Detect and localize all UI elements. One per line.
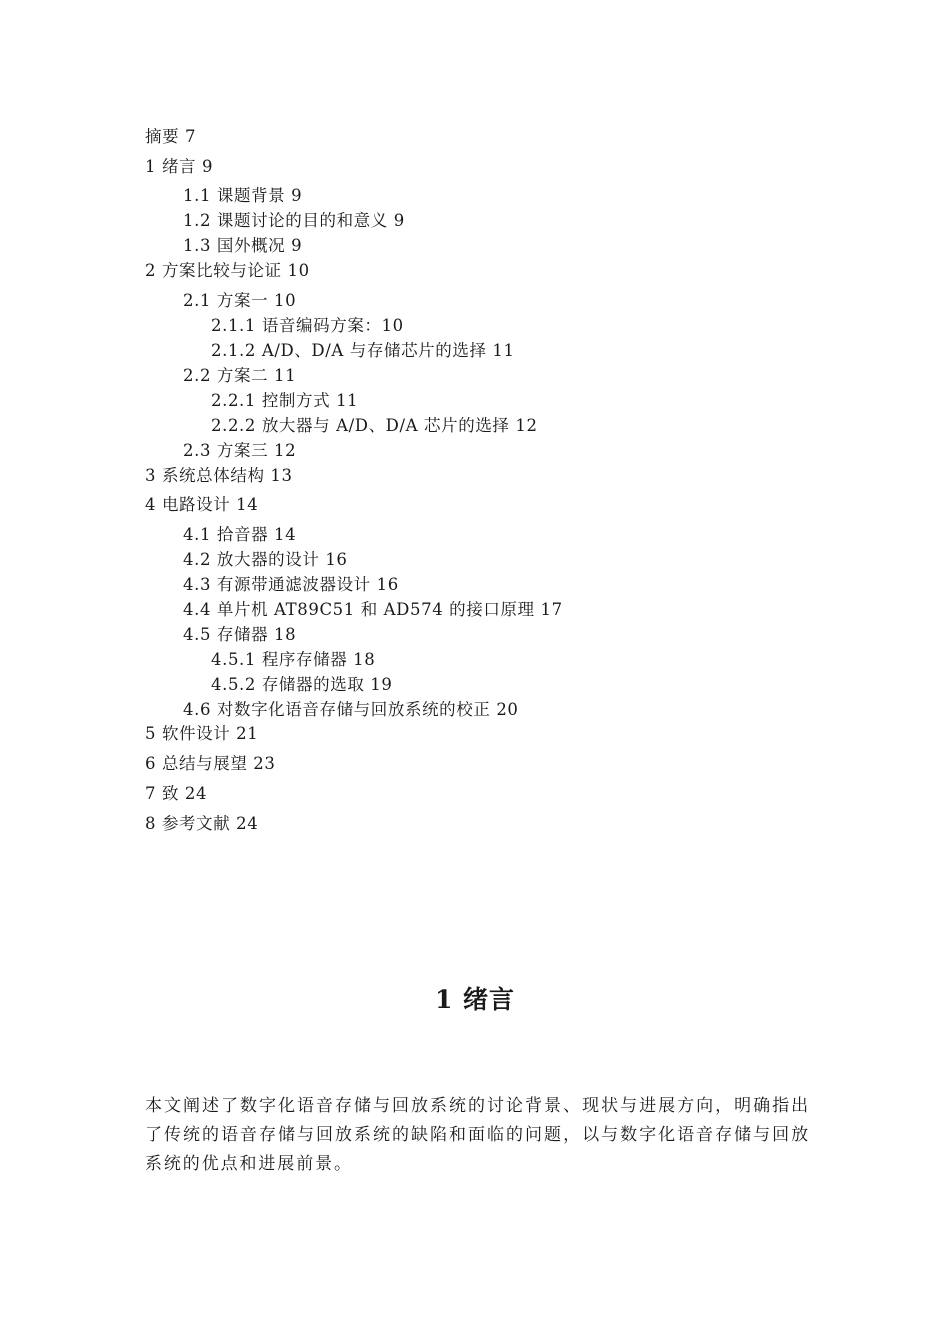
toc-entry-4-5-1: 4.5.1 程序存储器 18 (211, 650, 376, 669)
toc-entry-2-2-1: 2.2.1 控制方式 11 (211, 391, 359, 410)
toc-entry-2-1-1: 2.1.1 语音编码方案：10 (211, 316, 404, 335)
body-paragraph: 本文阐述了数字化语音存储与回放系统的讨论背景、现状与进展方向，明确指出了传统的语音存储与回放系统的缺陷和面临的问题，以与数字化语音存储与回放系统的优点和进展前景。 (145, 1096, 810, 1174)
toc-entry-4-3: 4.3 有源带通滤波器设计 16 (183, 575, 399, 594)
toc-entry-2-1-2: 2.1.2 A/D、D/A 与存储芯片的选择 11 (211, 341, 515, 360)
toc-entry-5: 5 软件设计 21 (145, 724, 259, 743)
toc-entry-2-2-2: 2.2.2 放大器与 A/D、D/A 芯片的选择 12 (211, 416, 538, 435)
toc-entry-6: 6 总结与展望 23 (145, 754, 276, 773)
toc-entry-1-2: 1.2 课题讨论的目的和意义 9 (183, 211, 405, 230)
toc-entry-4: 4 电路设计 14 (145, 495, 259, 514)
toc-entry-4-5: 4.5 存储器 18 (183, 625, 297, 644)
toc-entry-8: 8 参考文献 24 (145, 814, 259, 833)
toc-entry-1: 1 绪言 9 (145, 157, 214, 176)
section-heading: 1 绪言 (434, 985, 516, 1014)
toc-entry-abstract: 摘要 7 (145, 127, 197, 146)
toc-entry-2-2: 2.2 方案二 11 (183, 366, 297, 385)
toc-entry-7: 7 致 24 (145, 784, 208, 803)
toc-entry-1-1: 1.1 课题背景 9 (183, 186, 303, 205)
toc-entry-2-3: 2.3 方案三 12 (183, 441, 297, 460)
toc-entry-3: 3 系统总体结构 13 (145, 466, 293, 485)
toc-entry-4-1: 4.1 拾音器 14 (183, 525, 297, 544)
toc-entry-4-5-2: 4.5.2 存储器的选取 19 (211, 675, 393, 694)
toc-entry-4-4: 4.4 单片机 AT89C51 和 AD574 的接口原理 17 (183, 600, 563, 619)
toc-entry-4-6: 4.6 对数字化语音存储与回放系统的校正 20 (183, 700, 519, 719)
toc-entry-2: 2 方案比较与论证 10 (145, 261, 310, 280)
toc-entry-2-1: 2.1 方案一 10 (183, 291, 297, 310)
toc-entry-1-3: 1.3 国外概况 9 (183, 236, 303, 255)
toc-entry-4-2: 4.2 放大器的设计 16 (183, 550, 348, 569)
